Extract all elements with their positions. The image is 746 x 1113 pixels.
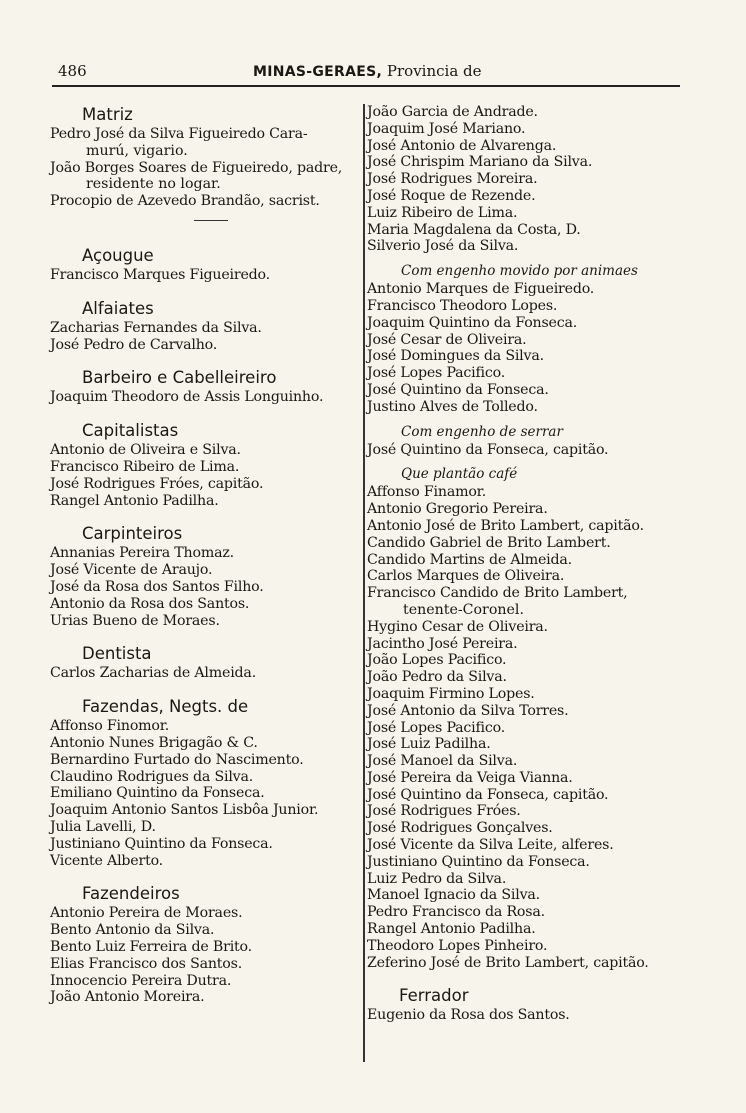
column-divider (363, 104, 365, 1062)
section-barbeiro (50, 367, 362, 406)
list-item: Bernardino Furtado do Nascimento. (50, 751, 304, 768)
list-item: Pedro Francisco da Rosa. (367, 904, 545, 921)
list-item: Eugenio da Rosa dos Santos. (367, 1007, 570, 1024)
header-rule (52, 85, 680, 87)
list-item: Urias Bueno de Moraes. (50, 612, 220, 629)
list-item: Vicente Alberto. (50, 852, 163, 869)
list-item: José Pedro de Carvalho. (50, 336, 218, 353)
list-item: Justiniano Quintino da Fonseca. (50, 835, 273, 852)
list-item: Carlos Marques de Oliveira. (367, 568, 565, 585)
subsection-heading: Com engenho de serrar (401, 423, 563, 440)
list-item-continuation: residente no logar. (86, 176, 221, 193)
list-item: Antonio Marques de Figueiredo. (367, 281, 595, 298)
list-item: José Lopes Pacifico. (367, 365, 506, 382)
list-item: Antonio Nunes Brigagão & C. (50, 734, 258, 751)
list-item: Carlos Zacharias de Almeida. (50, 665, 257, 682)
list-item: João Garcia de Andrade. (367, 104, 538, 120)
list-item: José da Rosa dos Santos Filho. (50, 578, 264, 595)
running-title-bold: MINAS-GERAES, (253, 64, 383, 80)
list-item: Luiz Pedro da Silva. (367, 870, 507, 887)
section-heading: Barbeiro e Cabelleireiro (82, 368, 277, 388)
list-item: Joaquim Theodoro de Assis Longuinho. (50, 389, 324, 406)
list-item: Manoel Ignacio da Silva. (367, 887, 540, 904)
list-item: Bento Luiz Ferreira de Brito. (50, 938, 252, 955)
page-number: 486 (58, 62, 87, 80)
list-item: Theodoro Lopes Pinheiro. (367, 937, 548, 954)
running-header (48, 60, 680, 84)
section-carpinteiros (50, 523, 362, 629)
list-item: Luiz Ribeiro de Lima. (367, 204, 518, 221)
list-item: José Rodrigues Fróes. (367, 803, 521, 820)
section-acougue (50, 245, 362, 284)
list-item: José Pereira da Veiga Vianna. (367, 769, 573, 786)
list-item: José Rodrigues Fróes, capitão. (50, 475, 264, 492)
list-item: João Pedro da Silva. (367, 669, 507, 686)
list-item: Francisco Candido de Brito Lambert, (367, 585, 628, 602)
list-item: Rangel Antonio Padilha. (50, 492, 219, 509)
section-heading: Alfaiates (82, 298, 154, 318)
list-item: Antonio Gregorio Pereira. (367, 501, 548, 518)
list-item: Maria Magdalena da Costa, D. (367, 221, 581, 238)
section-heading: Fazendas, Negts. de (82, 697, 249, 717)
section-plantao-cafe (367, 464, 683, 971)
list-item: Justiniano Quintino da Fonseca. (367, 853, 590, 870)
list-item: José Vicente de Araujo. (50, 562, 213, 579)
list-item: Julia Lavelli, D. (50, 818, 156, 835)
list-item: João Lopes Pacifico. (367, 652, 507, 669)
section-capitalistas (50, 420, 362, 509)
section-ferrador (367, 985, 683, 1024)
list-item: Bento Antonio da Silva. (50, 922, 215, 939)
list-item: Zeferino José de Brito Lambert, capitão. (367, 954, 649, 971)
left-column (50, 104, 362, 1006)
list-item: Francisco Marques Figueiredo. (50, 266, 270, 283)
list-item: José Quintino da Fonseca. (367, 381, 549, 398)
list-item: Antonio Pereira de Moraes. (50, 905, 243, 922)
list-item: Jacintho José Pereira. (367, 635, 518, 652)
list-item: Affonso Finamor. (367, 484, 487, 501)
section-heading: Açougue (82, 245, 154, 265)
section-fazendeiros (50, 883, 362, 1006)
list-item: João Borges Soares de Figueiredo, padre, (50, 159, 343, 176)
list-item: Hygino Cesar de Oliveira. (367, 618, 548, 635)
list-item: José Luiz Padilha. (367, 736, 491, 753)
list-item: Joaquim Firmino Lopes. (367, 685, 535, 702)
list-item: José Rodrigues Gonçalves. (367, 820, 553, 837)
list-item: Joaquim Quintino da Fonseca. (367, 314, 578, 331)
section-dentista (50, 643, 362, 682)
section-fazendas (50, 696, 362, 869)
list-item: Annanias Pereira Thomaz. (50, 545, 234, 562)
list-item: José Chrispim Mariano da Silva. (367, 154, 593, 171)
right-column (367, 104, 683, 1024)
list-item: José Rodrigues Moreira. (367, 171, 538, 188)
list-item: Emiliano Quintino da Fonseca. (50, 785, 265, 802)
subsection-heading: Que plantão café (401, 466, 518, 483)
section-fazendeiros-continued (367, 104, 683, 255)
list-item-continuation: tenente-Coronel. (403, 601, 524, 618)
running-title (253, 62, 482, 80)
running-title-rest: Provincia de (386, 62, 482, 80)
list-item: José Antonio de Alvarenga. (367, 137, 557, 154)
section-engenho-serrar (367, 422, 683, 459)
list-item: José Cesar de Oliveira. (367, 331, 527, 348)
list-item: José Lopes Pacifico. (367, 719, 506, 736)
list-item: João Antonio Moreira. (50, 989, 205, 1006)
section-matriz (50, 104, 362, 221)
list-item: Joaquim Antonio Santos Lisbôa Junior. (50, 802, 319, 819)
list-item: José Quintino da Fonseca, capitão. (367, 441, 609, 458)
section-alfaiates (50, 298, 362, 354)
list-item: Candido Gabriel de Brito Lambert. (367, 534, 611, 551)
section-heading: Carpinteiros (82, 524, 183, 544)
list-item: Affonso Finomor. (50, 718, 170, 735)
list-item: Antonio de Oliveira e Silva. (50, 442, 241, 459)
list-item: José Roque de Rezende. (367, 187, 536, 204)
section-heading: Ferrador (399, 986, 469, 1006)
list-item: Rangel Antonio Padilha. (367, 921, 536, 938)
list-item: José Vicente da Silva Leite, alferes. (367, 837, 614, 854)
list-item: José Manoel da Silva. (367, 753, 518, 770)
section-heading: Capitalistas (82, 421, 179, 441)
list-item: Justino Alves de Tolledo. (367, 398, 538, 415)
list-item: Candido Martins de Almeida. (367, 551, 572, 568)
section-heading: Dentista (82, 644, 152, 664)
section-heading: Matriz (82, 105, 133, 124)
list-item: Procopio de Azevedo Brandão, sacrist. (50, 193, 320, 210)
list-item: Joaquim José Mariano. (367, 120, 526, 137)
list-item: Pedro José da Silva Figueiredo Cara- (50, 126, 308, 142)
section-heading: Fazendeiros (82, 884, 180, 904)
list-item: José Antonio da Silva Torres. (367, 702, 569, 719)
list-item: Claudino Rodrigues da Silva. (50, 768, 254, 785)
list-item: Francisco Ribeiro de Lima. (50, 458, 240, 475)
list-item: José Domingues da Silva. (367, 348, 544, 365)
list-item: Antonio da Rosa dos Santos. (50, 595, 250, 612)
list-item-continuation: murú, vigario. (86, 142, 188, 159)
list-item: Innocencio Pereira Dutra. (50, 972, 232, 989)
list-item: Zacharias Fernandes da Silva. (50, 319, 262, 336)
subsection-heading: Com engenho movido por animaes (401, 263, 638, 280)
list-item: José Quintino da Fonseca, capitão. (367, 786, 609, 803)
list-item: Francisco Theodoro Lopes. (367, 297, 558, 314)
section-engenho-animaes (367, 261, 683, 415)
list-item: Silverio José da Silva. (367, 238, 519, 255)
list-item: Elias Francisco dos Santos. (50, 955, 243, 972)
list-item: Antonio José de Brito Lambert, capitão. (367, 517, 644, 534)
